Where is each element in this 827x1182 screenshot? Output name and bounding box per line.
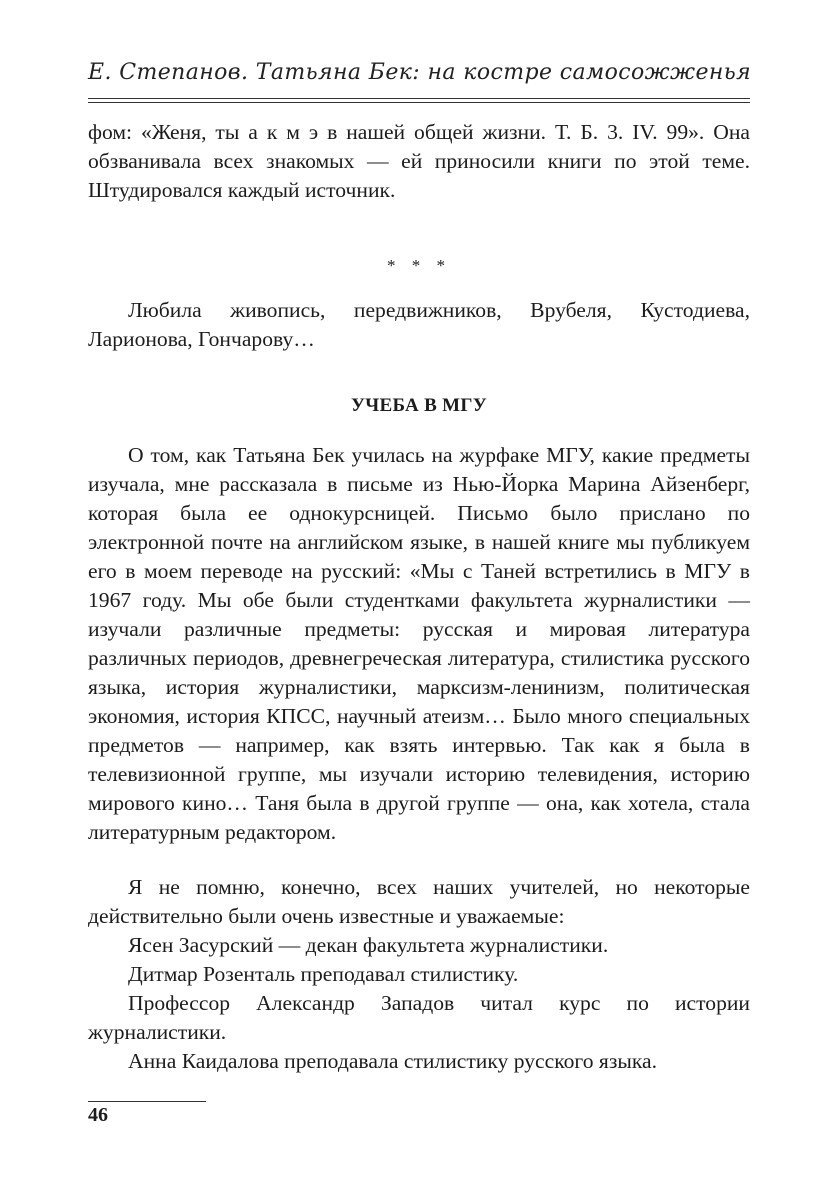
paragraph-letter: О том, как Татьяна Бек училась на журфаке МГУ, какие предметы изучала, мне рассказала в письме из Нью-Йорка Марина Айзенберг, которая была ее однокурсницей. Письмо было прислано по электронной почте на английском языке, в нашей книге мы публикуем его в моем переводе на русский: «Мы с Таней встретились в МГУ в 1967 году. Мы обе были студентками факультета журналистики — изучали различные предметы: русская и мировая литература различных периодов, древнегреческая литература, стилистика русского языка, история журналистики, марксизм-ленинизм, политическая экономия, история КПСС, научный атеизм… Было много специальных предметов — например, как взять интервью. Так как я была в телевизионной группе, мы изучали историю телевидения, историю мирового кино… Таня была в другой группе — она, как хотела, стала литературным редактором. [88,443,750,844]
paragraph-teachers: Я не помню, конечно, всех наших учителей, но некоторые действительно были очень известные и уважаемые: [88,875,750,928]
paragraph-zasursky: Ясен Засурский — декан факультета журналистики. [128,933,609,957]
paragraph-kaidalova: Анна Каидалова преподавала стилистику русского языка. [128,1049,658,1073]
footer-rule [88,1101,206,1102]
header-rule [88,98,750,99]
paragraph-intro: фом: «Женя, ты а к м э в нашей общей жизни. Т. Б. 3. IV. 99». Она обзванивала всех знакомых — ей приносили книги по этой теме. Штудировался каждый источник. [88,120,750,202]
running-title: Е. Степанов. Татьяна Бек: на костре самосожженья [88,60,752,85]
paragraph-rosenthal: Дитмар Розенталь преподавал стилистику. [128,962,519,986]
page-number: 46 [88,1104,108,1126]
header-rule-thin [88,102,750,103]
paragraph-zapadov: Профессор Александр Западов читал курс по истории журналистики. [88,991,750,1044]
section-heading: УЧЕБА В МГУ [350,395,488,416]
paragraph-painting: Любила живопись, передвижников, Врубеля, Кустодиева, Ларионова, Гончарову… [88,298,750,351]
section-separator: * * * [387,256,451,275]
